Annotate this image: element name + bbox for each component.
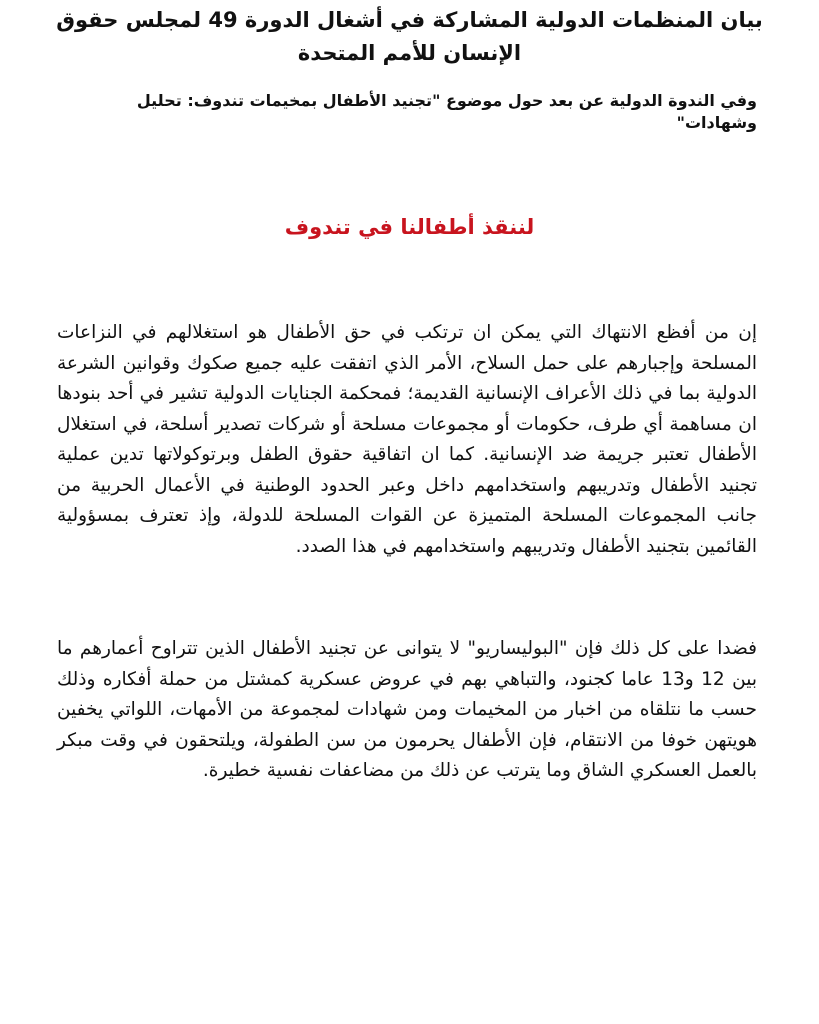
document-title: بيان المنظمات الدولية المشاركة في أشغال الدورة 49 لمجلس حقوق الإنسان للأمم المتحدة (56, 8, 763, 65)
body-paragraph-2: فضدا على كل ذلك فإن "البوليساريو" لا يتوانى عن تجنيد الأطفال الذين تتراوح أعمارهم ما بين 12 و13 عاما كجنود، والتباهي بهم في عروض عسكرية كمشتل من حملة أفكاره وذلك حسب ما نتلقاه من اخبار من المخيمات ومن شهادات لمجموعة من الأمهات، اللواتي يخفين هويتهن خوفا من الانتقام، فإن الأطفال يحرمون من سن الطفولة، ويلتحقون في وقت مبكر بالعمل العسكري الشاق وما يترتب عن ذلك من مضاعفات نفسية خطيرة. (57, 638, 757, 781)
document-subtitle: وفي الندوة الدولية عن بعد حول موضوع "تجنيد الأطفال بمخيمات تندوف: تحليل وشهادات" (136, 91, 757, 132)
slogan-heading: لننقذ أطفالنا في تندوف (284, 215, 535, 239)
body-paragraph-1: إن من أفظع الانتهاك التي يمكن ان ترتكب في حق الأطفال هو استغلالهم في النزاعات المسلحة وإجبارهم على حمل السلاح، الأمر الذي اتفقت عليه جميع صكوك وقوانين الشرعة الدولية بما في ذلك الأعراف الإنسانية القديمة؛ فمحكمة الجنايات الدولية تشير في أحد بنودها ان مساهمة أي طرف، حكومات أو مجموعات مسلحة أو شركات تصدير أسلحة، في استغلال الأطفال تعتبر جريمة ضد الإنسانية. كما ان اتفاقية حقوق الطفل وبرتوكولاتها تدين عملية تجنيد الأطفال وتدريبهم واستخدامهم داخل وعبر الحدود الوطنية في الأعمال الحربية من جانب المجموعات المسلحة المتميزة عن القوات المسلحة للدولة، وإذ تعترف بمسؤولية القائمين بتجنيد الأطفال وتدريبهم واستخدامهم في هذا الصدد. (57, 322, 757, 557)
